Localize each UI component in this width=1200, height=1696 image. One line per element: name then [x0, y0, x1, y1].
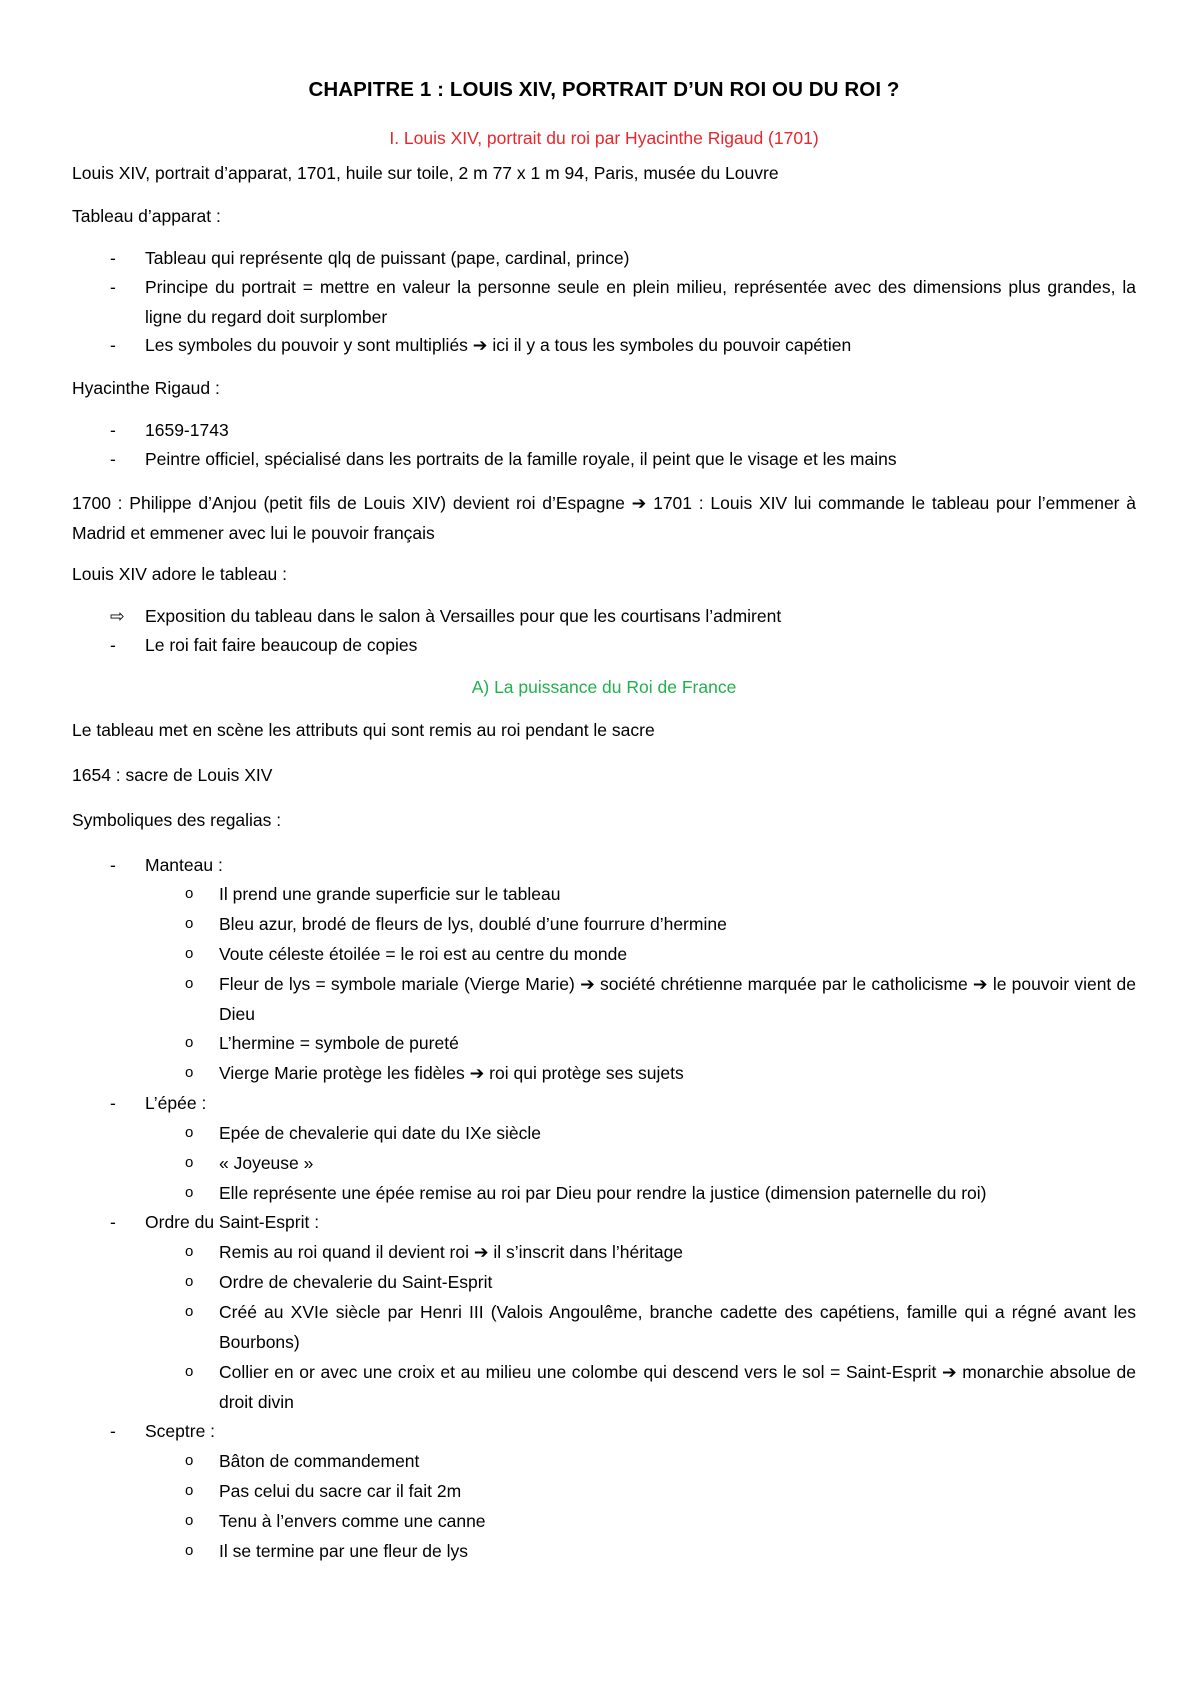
dash-bullet: - — [110, 635, 116, 655]
circle-bullet: o — [185, 1184, 194, 1201]
circle-bullet: o — [185, 885, 194, 902]
circle-bullet: o — [185, 1542, 194, 1559]
dash-bullet: - — [110, 1421, 116, 1441]
dash-bullet: - — [110, 855, 116, 875]
dash-bullet: - — [110, 277, 116, 297]
circle-bullet: o — [185, 1124, 194, 1141]
circle-bullet: o — [185, 1482, 194, 1499]
paragraph-tableau-label: Tableau d’apparat : — [72, 206, 221, 226]
paragraph-adore-label: Louis XIV adore le tableau : — [72, 564, 288, 584]
circle-bullet: o — [185, 975, 194, 992]
paragraph-caption: Louis XIV, portrait d’apparat, 1701, huile sur toile, 2 m 77 x 1 m 94, Paris, musée du Louvre — [72, 163, 779, 183]
paragraph-1700: 1700 : Philippe d’Anjou (petit fils de Louis XIV) devient roi d’Espagne ➔ 1701 : Louis XIV lui commande le tableau pour l’emmener à Madrid et emmener avec lui le pouvoir français — [72, 493, 1136, 543]
circle-bullet: o — [185, 1154, 194, 1171]
dash-bullet: - — [110, 1093, 116, 1113]
arrow-bullet-icon: ⇨ — [110, 606, 125, 626]
circle-bullet: o — [185, 1452, 194, 1469]
circle-bullet: o — [185, 1363, 194, 1380]
section-heading-a: A) La puissance du Roi de France — [471, 677, 737, 697]
dash-bullet: - — [110, 420, 116, 440]
section-heading-1: I. Louis XIV, portrait du roi par Hyacinthe Rigaud (1701) — [389, 128, 819, 148]
dash-bullet: - — [110, 335, 116, 355]
paragraph-sacre: Le tableau met en scène les attributs qui sont remis au roi pendant le sacre — [72, 720, 655, 740]
chapter-title: CHAPITRE 1 : LOUIS XIV, PORTRAIT D’UN ROI OU DU ROI ? — [308, 78, 900, 101]
circle-bullet: o — [185, 1303, 194, 1320]
circle-bullet: o — [185, 945, 194, 962]
dash-bullet: - — [110, 1212, 116, 1232]
circle-bullet: o — [185, 1064, 194, 1081]
dash-bullet: - — [110, 449, 116, 469]
circle-bullet: o — [185, 1034, 194, 1051]
circle-bullet: o — [185, 915, 194, 932]
paragraph-regalias-label: Symboliques des regalias : — [72, 810, 282, 830]
circle-bullet: o — [185, 1273, 194, 1290]
paragraph-1654: 1654 : sacre de Louis XIV — [72, 765, 273, 785]
paragraph-rigaud-label: Hyacinthe Rigaud : — [72, 378, 220, 398]
dash-bullet: - — [110, 248, 116, 268]
circle-bullet: o — [185, 1512, 194, 1529]
circle-bullet: o — [185, 1243, 194, 1260]
